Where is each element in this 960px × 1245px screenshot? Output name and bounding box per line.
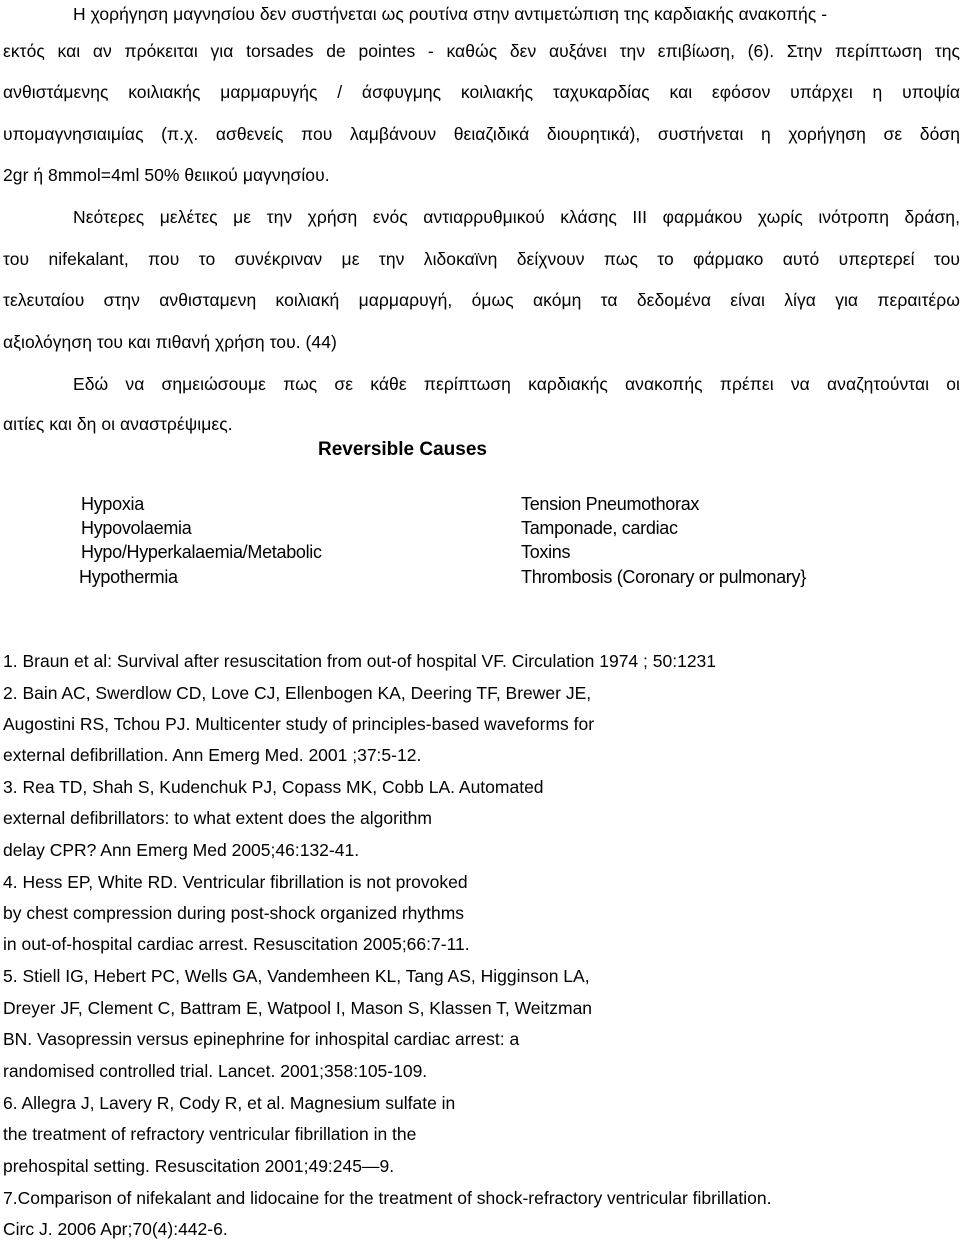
cause-item: Hypothermia	[79, 567, 178, 587]
text-line: 2gr ή 8mmol=4ml 50% θειικού μαγνησίου.	[3, 165, 330, 185]
section-heading: Reversible Causes	[318, 439, 487, 460]
reference-line: 7.Comparison of nifekalant and lidocaine for the treatment of shock-refractory ventricular fibrillation.	[3, 1188, 772, 1208]
cause-item: Hypoxia	[81, 494, 144, 514]
text-line: Η χορήγηση μαγνησίου δεν συστήνεται ως ρουτίνα στην αντιμετώπιση της καρδιακής ανακοπής -	[73, 4, 828, 24]
reference-line: 1. Braun et al: Survival after resuscitation from out-of hospital VF. Circulation 1974 ; 50:1231	[3, 651, 717, 671]
reference-line: BN. Vasopressin versus epinephrine for inhospital cardiac arrest: a	[3, 1029, 520, 1049]
text-line: του nifekalant, που το συνέκριναν με την λιδοκαϊνη δείχνουν πως το φάρμακο αυτό υπερτερεί του	[3, 249, 960, 269]
text-line: τελευταίου στην ανθισταμενη κοιλιακή μαρμαρυγή, όμως ακόμη τα δεδομένα είναι λίγα για περαιτέρω	[3, 290, 960, 310]
reference-line: external defibrillators: to what extent does the algorithm	[3, 808, 432, 828]
text-line: ανθιστάμενης κοιλιακής μαρμαρυγής / άσφυγμης κοιλιακής ταχυκαρδίας και εφόσον υπάρχει η υποψία	[3, 82, 960, 102]
cause-item: Thrombosis (Coronary or pulmonary}	[521, 567, 806, 587]
reference-line: by chest compression during post-shock organized rhythms	[3, 903, 465, 923]
reference-line: external defibrillation. Ann Emerg Med. 2001 ;37:5-12.	[3, 745, 422, 765]
reference-line: randomised controlled trial. Lancet. 2001;358:105-109.	[3, 1061, 428, 1081]
reference-line: Augostini RS, Tchou PJ. Multicenter study of principles-based waveforms for	[3, 714, 595, 734]
reference-line: in out-of-hospital cardiac arrest. Resuscitation 2005;66:7-11.	[3, 934, 470, 954]
reference-line: 4. Hess EP, White RD. Ventricular fibrillation is not provoked	[3, 872, 468, 892]
text-line: εκτός και αν πρόκειται για torsades de pointes - καθώς δεν αυξάνει την επιβίωση, (6). Στην περίπτωση της	[3, 41, 960, 61]
reference-line: 3. Rea TD, Shah S, Kudenchuk PJ, Copass MK, Cobb LA. Automated	[3, 777, 544, 797]
reference-line: 6. Allegra J, Lavery R, Cody R, et al. Magnesium sulfate in	[3, 1093, 456, 1113]
reference-line: Circ J. 2006 Apr;70(4):442-6.	[3, 1219, 228, 1239]
reference-line: the treatment of refractory ventricular fibrillation in the	[3, 1124, 417, 1144]
text-line: υπομαγνησιαιμίας (π.χ. ασθενείς που λαμβάνουν θειαζιδικά διουρητικά), συστήνεται η χορήγηση σε δόση	[3, 124, 960, 144]
reference-line: Dreyer JF, Clement C, Battram E, Watpool I, Mason S, Klassen T, Weitzman	[3, 998, 593, 1018]
text-line: Νεότερες μελέτες με την χρήση ενός αντιαρρυθμικού κλάσης ΙΙΙ φαρμάκου χωρίς ινότροπη δράση,	[73, 207, 960, 227]
reference-line: delay CPR? Ann Emerg Med 2005;46:132-41.	[3, 840, 360, 860]
cause-item: Tamponade, cardiac	[521, 518, 678, 538]
reference-line: 5. Stiell IG, Hebert PC, Wells GA, Vandemheen KL, Tang AS, Higginson LA,	[3, 966, 590, 986]
cause-item: Toxins	[521, 542, 571, 562]
text-line: αξιολόγηση του και πιθανή χρήση του. (44)	[3, 332, 337, 352]
cause-item: Tension Pneumothorax	[521, 494, 700, 514]
reference-line: prehospital setting. Resuscitation 2001;49:245—9.	[3, 1156, 395, 1176]
cause-item: Hypo/Hyperkalaemia/Metabolic	[81, 542, 322, 562]
cause-item: Hypovolaemia	[81, 518, 192, 538]
text-line: Εδώ να σημειώσουμε πως σε κάθε περίπτωση καρδιακής ανακοπής πρέπει να αναζητούνται οι	[73, 374, 960, 394]
reference-line: 2. Bain AC, Swerdlow CD, Love CJ, Ellenbogen KA, Deering TF, Brewer JE,	[3, 683, 592, 703]
text-line: αιτίες και δη οι αναστρέψιμες.	[3, 414, 233, 434]
